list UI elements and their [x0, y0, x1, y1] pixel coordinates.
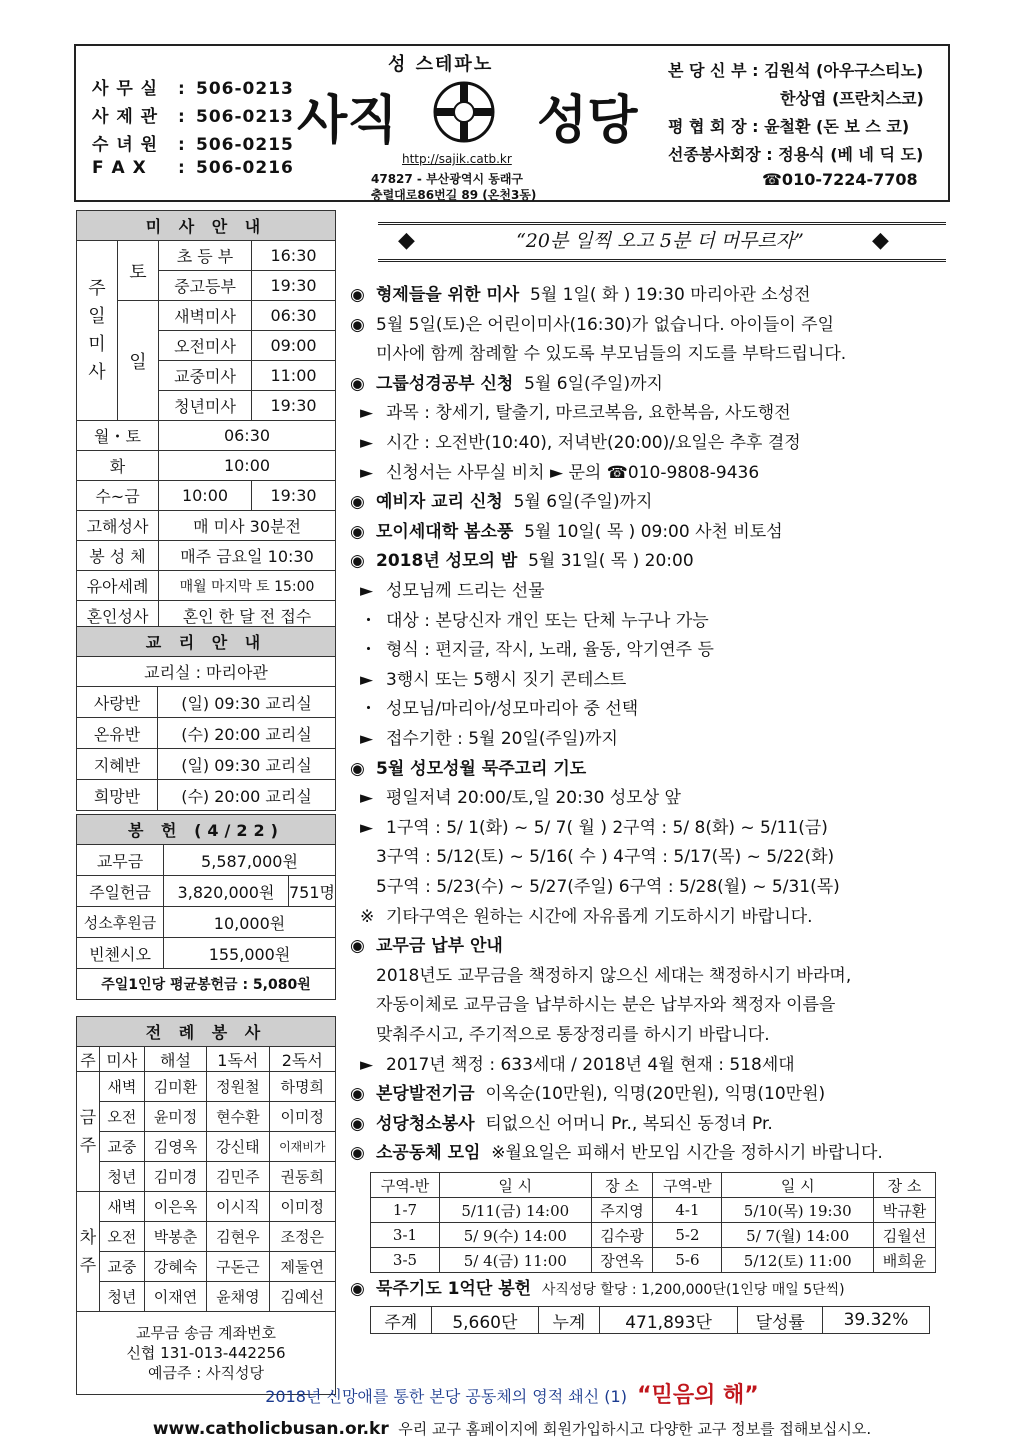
liturgy-cell: 강신태: [207, 1132, 269, 1162]
announcement-line: [360, 458, 759, 483]
group-header: 장 소: [591, 1173, 653, 1198]
liturgy-cell: 이시직: [207, 1192, 269, 1222]
sun-mass-time: 19:30: [252, 391, 336, 421]
announcement-text: 형식 : 편지글, 작시, 노래, 율동, 악기연주 등: [386, 640, 714, 660]
liturgy-cell: 청년: [100, 1162, 145, 1192]
announcement-heading: 5월 성모성월 묵주고리 기도: [376, 759, 587, 779]
announcement-text: 5월 5일(토)은 어린이미사(16:30)가 없습니다. 아이들이 주일: [376, 315, 835, 335]
offering-section-title: 봉 헌 (4/22): [77, 815, 336, 845]
diocese-website-link[interactable]: www.catholicbusan.or.kr: [152, 1419, 389, 1439]
sunday-label: 일: [118, 301, 159, 421]
diamond-icon: ◆: [398, 228, 415, 253]
bullet-icon: ◉: [350, 1114, 365, 1134]
liturgy-cell: 제둘연: [269, 1252, 335, 1282]
group-cell: 배희윤: [874, 1248, 936, 1273]
group-cell: 5/ 4(금) 11:00: [439, 1248, 591, 1273]
announcement-line: [360, 902, 813, 927]
group-cell: 5/ 9(수) 14:00: [439, 1223, 591, 1248]
sun-mass-time: 09:00: [252, 331, 336, 361]
announcement-line: [376, 990, 835, 1015]
parish-name-part1: 사직: [297, 91, 398, 151]
announcement-text: 대상 : 본당신자 개인 또는 단체 누구나 가능: [386, 611, 709, 631]
announcement-text: 5월 6일(주일)까지: [513, 492, 653, 512]
announcement-text: 기타구역은 원하는 시간에 자유롭게 기도하시기 바랍니다.: [386, 907, 813, 927]
bullet-icon: ►: [360, 433, 374, 453]
sacrament-name: 혼인성사: [77, 601, 159, 631]
announcement-text: 평일저녁 20:00/토,일 20:30 성모상 앞: [386, 788, 681, 808]
bullet-icon: ◉: [350, 522, 365, 542]
rectory-phone: 사 제 관 : 506-0213: [92, 107, 294, 127]
group-cell: 3-1: [371, 1223, 440, 1248]
announcement-line: [376, 872, 840, 897]
liturgy-cell: 하명희: [269, 1072, 335, 1102]
announcement-text: 2018년도 교무금을 책정하지 않으신 세대는 책정하시기 바라며,: [376, 966, 852, 986]
liturgy-header: 주: [77, 1047, 100, 1072]
mass-section-title: 미 사 안 내: [77, 211, 336, 241]
announcement-text: 티없으신 어머니 Pr., 복되신 동정녀 Pr.: [485, 1114, 773, 1134]
announcement-line: [350, 1109, 773, 1134]
announcement-heading: 교무금 납부 안내: [376, 936, 503, 956]
announcement-line: [376, 842, 834, 867]
liturgy-cell: 강혜숙: [144, 1252, 206, 1282]
announcement-heading: 2018년 성모의 밤: [376, 551, 518, 571]
announcement-text: 5구역 : 5/23(수) ~ 5/27(주일) 6구역 : 5/28(월) ~ 5/31(목): [376, 877, 840, 897]
rosary-heading-line: ◉ 묵주기도 1억단 봉헌 사직성당 할당 : 1,200,000단(1인당 매일 5단씩): [350, 1279, 845, 1299]
bullet-icon: ►: [360, 788, 374, 808]
group-cell: 박규환: [874, 1198, 936, 1223]
announcement-text: 1구역 : 5/ 1(화) ~ 5/ 7( 월 ) 2구역 : 5/ 8(화) ~ 5/11(금): [386, 818, 828, 838]
announcement-line: [360, 665, 626, 690]
sat-mass-time: 19:30: [252, 271, 336, 301]
account-holder: 예금주 : 사직성당: [147, 1364, 265, 1382]
weekday-label: 수~금: [77, 481, 159, 511]
contact-phone: ☎010-7224-7708: [762, 170, 918, 189]
group-cell: 김월선: [874, 1223, 936, 1248]
catechism-table: [76, 626, 336, 811]
liturgy-cell: 김미환: [144, 1072, 206, 1102]
announcement-text: 맞춰주시고, 주기적으로 통장정리를 하시기 바랍니다.: [376, 1025, 770, 1045]
liturgy-cell: 새벽: [100, 1192, 145, 1222]
announcement-line: [350, 517, 783, 542]
announcement-text: 2017년 책정 : 633세대 / 2018년 4월 현재 : 518세대: [386, 1055, 795, 1075]
liturgy-table: [76, 1016, 336, 1395]
saturday-label: 토: [118, 241, 159, 301]
announcement-line: [376, 1020, 770, 1045]
account-title: 교무금 송금 계좌번호: [136, 1324, 276, 1342]
sacrament-name: 유아세례: [77, 571, 159, 601]
fax-number: F A X : 506-0216: [92, 158, 294, 178]
bullet-icon: ►: [360, 818, 374, 838]
group-header: 구역-반: [371, 1173, 440, 1198]
mass-schedule-table: [76, 210, 336, 631]
announcement-line: [350, 369, 663, 394]
weekday-time: 06:30: [159, 421, 336, 451]
announcement-heading: 성당청소봉사: [376, 1114, 475, 1134]
group-header: 구역-반: [653, 1173, 722, 1198]
class-info: (일) 09:30 교리실: [158, 749, 336, 780]
liturgy-cell: 윤미정: [144, 1102, 206, 1132]
bullet-icon: ►: [360, 729, 374, 749]
bullet-icon: ◉: [350, 936, 365, 956]
offering-amount: 10,000원: [164, 907, 336, 938]
announcement-line: [350, 280, 811, 305]
announcement-line: [376, 961, 851, 986]
offering-name: 빈첸시오: [77, 938, 164, 969]
liturgy-cell: 김현우: [207, 1222, 269, 1252]
announcement-line: [360, 694, 638, 719]
rosary-weekly-value: 5,660단: [431, 1307, 538, 1334]
funeral-service-line: 선종봉사회장 : 정용식 (베 네 딕 도): [668, 145, 924, 164]
announcement-text: 5월 10일( 목 ) 09:00 사천 비토섬: [524, 522, 783, 542]
sun-mass-name: 교중미사: [159, 361, 252, 391]
address-line-2: 충렬대로86번길 89 (온천3동): [371, 188, 537, 202]
rosary-heading: 묵주기도 1억단 봉헌: [376, 1279, 532, 1299]
offering-count: 751명: [289, 876, 336, 907]
liturgy-cell: 구돈근: [207, 1252, 269, 1282]
group-cell: 김수광: [591, 1223, 653, 1248]
liturgy-cell: 김영옥: [144, 1132, 206, 1162]
announcement-text: 시간 : 오전반(10:40), 저녁반(20:00)/요일은 추후 결정: [386, 433, 801, 453]
announcement-text: 5월 6일(주일)까지: [524, 374, 663, 394]
offering-amount: 155,000원: [164, 938, 336, 969]
announcement-line: [350, 1079, 825, 1104]
sacrament-name: 고해성사: [77, 511, 159, 541]
catechism-room: 교리실 : 마리아관: [77, 657, 336, 687]
catechism-section-title: 교 리 안 내: [77, 627, 336, 657]
announcement-heading: 형제들을 위한 미사: [376, 285, 520, 305]
bullet-icon: ◉: [350, 1143, 365, 1163]
office-phone: 사 무 실 : 506-0213: [92, 79, 294, 99]
rosary-total-label: 누계: [539, 1307, 600, 1334]
liturgy-cell: 청년: [100, 1282, 145, 1312]
bullet-icon: ※: [360, 907, 375, 927]
liturgy-cell: 윤채영: [207, 1282, 269, 1312]
sun-mass-time: 11:00: [252, 361, 336, 391]
rosary-weekly-label: 주계: [371, 1307, 432, 1334]
pastor-line: 본 당 신 부 : 김원석 (아우구스티노): [668, 61, 924, 80]
class-name: 온유반: [77, 718, 158, 749]
bullet-icon: ►: [360, 1055, 374, 1075]
announcement-text: 성모님께 드리는 선물: [386, 581, 545, 601]
footer-theme-quote: “믿음의 해”: [637, 1383, 759, 1408]
announcement-text: 신청서는 사무실 비치 ► 문의 ☎010-9808-9436: [386, 463, 760, 483]
rosary-rate-value: 39.32%: [822, 1307, 929, 1334]
sat-mass-time: 16:30: [252, 241, 336, 271]
bullet-icon: ►: [360, 581, 374, 601]
announcement-text: 5월 1일( 화 ) 19:30 마리아관 소성전: [530, 285, 811, 305]
sun-mass-name: 새벽미사: [159, 301, 252, 331]
sacrament-info: 매월 마지막 토 15:00: [159, 571, 336, 601]
bullet-icon: ・: [360, 640, 377, 660]
bullet-icon: ◉: [350, 285, 365, 305]
class-info: (일) 09:30 교리실: [158, 687, 336, 718]
bullet-icon: ◉: [350, 492, 365, 512]
liturgy-cell: 현수환: [207, 1102, 269, 1132]
group-header: 일 시: [722, 1173, 874, 1198]
weekday-label: 화: [77, 451, 159, 481]
footer-theme-text: 2018년 신망애를 통한 본당 공동체의 영적 쇄신 (1): [265, 1387, 627, 1406]
liturgy-header: 해설: [144, 1047, 206, 1072]
class-info: (수) 20:00 교리실: [158, 718, 336, 749]
group-cell: 주지영: [591, 1198, 653, 1223]
group-cell: 5-2: [653, 1223, 722, 1248]
liturgy-header: 미사: [100, 1047, 145, 1072]
announcement-text: 과목 : 창세기, 탈출기, 마르코복음, 요한복음, 사도행전: [386, 403, 791, 423]
announcement-heading: 소공동체 모임: [376, 1143, 481, 1163]
bullet-icon: ◉: [350, 759, 365, 779]
group-cell: 1-7: [371, 1198, 440, 1223]
offering-name: 성소후원금: [77, 907, 164, 938]
announcement-heading: 예비자 교리 신청: [376, 492, 503, 512]
liturgy-cell: 교중: [100, 1252, 145, 1282]
announcement-line: [360, 576, 545, 601]
next-week-label: 차주: [77, 1192, 100, 1312]
footer-note: 우리 교구 홈페이지에 회원가입하시고 다양한 교구 정보를 접해보십시오.: [398, 1420, 872, 1438]
liturgy-cell: 오전: [100, 1102, 145, 1132]
liturgy-cell: 조정은: [269, 1222, 335, 1252]
sunday-mass-label: 주일미사: [77, 241, 118, 421]
announcement-line: [350, 754, 597, 779]
group-header: 장 소: [874, 1173, 936, 1198]
weekday-time: 10:00: [159, 451, 336, 481]
announcement-line: [360, 1050, 795, 1075]
class-name: 사랑반: [77, 687, 158, 718]
liturgy-header: 2독서: [269, 1047, 335, 1072]
announcement-text: 5월 31일( 목 ) 20:00: [528, 551, 694, 571]
offering-table: [76, 814, 336, 1000]
weekday-label: 월・토: [77, 421, 159, 451]
parish-url[interactable]: http://sajik.catb.kr: [402, 152, 512, 166]
announcement-line: [350, 310, 834, 335]
liturgy-cell: 김민주: [207, 1162, 269, 1192]
announcement-text: 이옥순(10만원), 익명(20만원), 익명(10만원): [485, 1084, 826, 1104]
liturgy-cell: 박봉춘: [144, 1222, 206, 1252]
sacrament-info: 혼인 한 달 전 접수: [159, 601, 336, 631]
bullet-icon: ►: [360, 670, 374, 690]
announcement-heading: 모이세대학 봄소풍: [376, 522, 514, 542]
announcement-line: [376, 339, 846, 364]
announcement-line: [350, 1138, 883, 1163]
announcement-line: [350, 931, 514, 956]
liturgy-cell: 이재연: [144, 1282, 206, 1312]
address-line-1: 47827 - 부산광역시 동래구: [371, 172, 523, 186]
sat-mass-name: 중고등부: [159, 271, 252, 301]
offering-amount: 5,587,000원: [164, 845, 336, 876]
sat-mass-name: 초 등 부: [159, 241, 252, 271]
rosary-note: 사직성당 할당 : 1,200,000단(1인당 매일 5단씩): [541, 1282, 845, 1298]
group-cell: 장연옥: [591, 1248, 653, 1273]
group-header: 일 시: [439, 1173, 591, 1198]
parish-name-part2: 성당: [537, 91, 638, 151]
offering-average: 주일1인당 평균봉헌금 : 5,080원: [77, 969, 336, 1000]
sun-mass-time: 06:30: [252, 301, 336, 331]
announcement-line: [350, 487, 652, 512]
announcement-line: [360, 783, 681, 808]
class-info: (수) 20:00 교리실: [158, 780, 336, 811]
convent-phone: 수 녀 원 : 506-0215: [92, 135, 294, 155]
sun-mass-name: 청년미사: [159, 391, 252, 421]
liturgy-cell: 이재비가: [269, 1132, 335, 1162]
announcement-line: [360, 635, 714, 660]
announcement-text: 성모님/마리아/성모마리아 중 선택: [386, 699, 639, 719]
rosary-total-value: 471,893단: [599, 1307, 738, 1334]
announcement-heading: 그룹성경공부 신청: [376, 374, 514, 394]
council-president-line: 평 협 회 장 : 윤철환 (돈 보 스 코): [668, 117, 910, 136]
footer-theme: [0, 1378, 1024, 1409]
announcement-text: 3행시 또는 5행시 짓기 콘테스트: [386, 670, 627, 690]
announcement-text: 미사에 함께 참례할 수 있도록 부모님들의 지도를 부탁드립니다.: [376, 344, 847, 364]
group-cell: 5/11(금) 14:00: [439, 1198, 591, 1223]
liturgy-cell: 오전: [100, 1222, 145, 1252]
liturgy-cell: 김예선: [269, 1282, 335, 1312]
weekday-time: 19:30: [252, 481, 336, 511]
liturgy-cell: 김미경: [144, 1162, 206, 1192]
sun-mass-name: 오전미사: [159, 331, 252, 361]
bullet-icon: ◉: [350, 315, 365, 335]
small-community-table: [370, 1172, 936, 1273]
footer-website-line: [0, 1418, 1024, 1439]
announcement-text: ※월요일은 피해서 반모임 시간을 정하시기 바랍니다.: [491, 1143, 883, 1163]
liturgy-cell: 이미정: [269, 1192, 335, 1222]
liturgy-cell: 교중: [100, 1132, 145, 1162]
diamond-icon: ◆: [872, 228, 889, 253]
bullet-icon: ◉: [350, 1084, 365, 1104]
sacrament-info: 매 미사 30분전: [159, 511, 336, 541]
announcement-text: 접수기한 : 5월 20일(주일)까지: [386, 729, 618, 749]
class-name: 지혜반: [77, 749, 158, 780]
group-cell: 5/ 7(월) 14:00: [722, 1223, 874, 1248]
announcement-line: [360, 428, 801, 453]
bullet-icon: ・: [360, 699, 377, 719]
group-cell: 5/10(목) 19:30: [722, 1198, 874, 1223]
parish-subtitle: 성 스테파노: [388, 54, 494, 75]
group-cell: 3-5: [371, 1248, 440, 1273]
bullet-icon: ◉: [350, 374, 365, 394]
sacrament-info: 매주 금요일 10:30: [159, 541, 336, 571]
assistant-pastor-line: 한상엽 (프란치스코): [780, 89, 924, 108]
announcement-line: [360, 398, 791, 423]
announcement-line: [350, 546, 694, 571]
group-cell: 5-6: [653, 1248, 722, 1273]
group-cell: 4-1: [653, 1198, 722, 1223]
liturgy-cell: 권동희: [269, 1162, 335, 1192]
offering-name: 교무금: [77, 845, 164, 876]
bullet-icon: ►: [360, 463, 374, 483]
liturgy-header: 1독서: [207, 1047, 269, 1072]
sacrament-name: 봉 성 체: [77, 541, 159, 571]
cross-logo-icon: [432, 80, 496, 144]
class-name: 희망반: [77, 780, 158, 811]
parish-motto: “20분 일찍 오고 5분 더 머무르자”: [516, 230, 804, 252]
rosary-tally-table: [370, 1306, 930, 1334]
rosary-rate-label: 달성률: [738, 1307, 822, 1334]
announcement-line: [360, 813, 828, 838]
this-week-label: 금주: [77, 1072, 100, 1192]
announcement-line: [360, 724, 618, 749]
announcement-line: [360, 606, 709, 631]
offering-name: 주일헌금: [77, 876, 164, 907]
liturgy-cell: 이은옥: [144, 1192, 206, 1222]
announcement-heading: 본당발전기금: [376, 1084, 475, 1104]
liturgy-cell: 이미정: [269, 1102, 335, 1132]
account-number: 신협 131-013-442256: [126, 1344, 286, 1362]
bullet-icon: ►: [360, 403, 374, 423]
announcement-text: 자동이체로 교무금을 납부하시는 분은 납부자와 책정자 이름을: [376, 995, 836, 1015]
group-cell: 5/12(토) 11:00: [722, 1248, 874, 1273]
weekday-time: 10:00: [159, 481, 252, 511]
liturgy-cell: 새벽: [100, 1072, 145, 1102]
bullet-icon: ◉: [350, 551, 365, 571]
bullet-icon: ・: [360, 611, 377, 631]
liturgy-cell: 정원철: [207, 1072, 269, 1102]
liturgy-section-title: 전 례 봉 사: [77, 1017, 336, 1047]
announcement-text: 3구역 : 5/12(토) ~ 5/16( 수 ) 4구역 : 5/17(목) ~ 5/22(화): [376, 847, 835, 867]
offering-amount: 3,820,000원: [164, 876, 289, 907]
